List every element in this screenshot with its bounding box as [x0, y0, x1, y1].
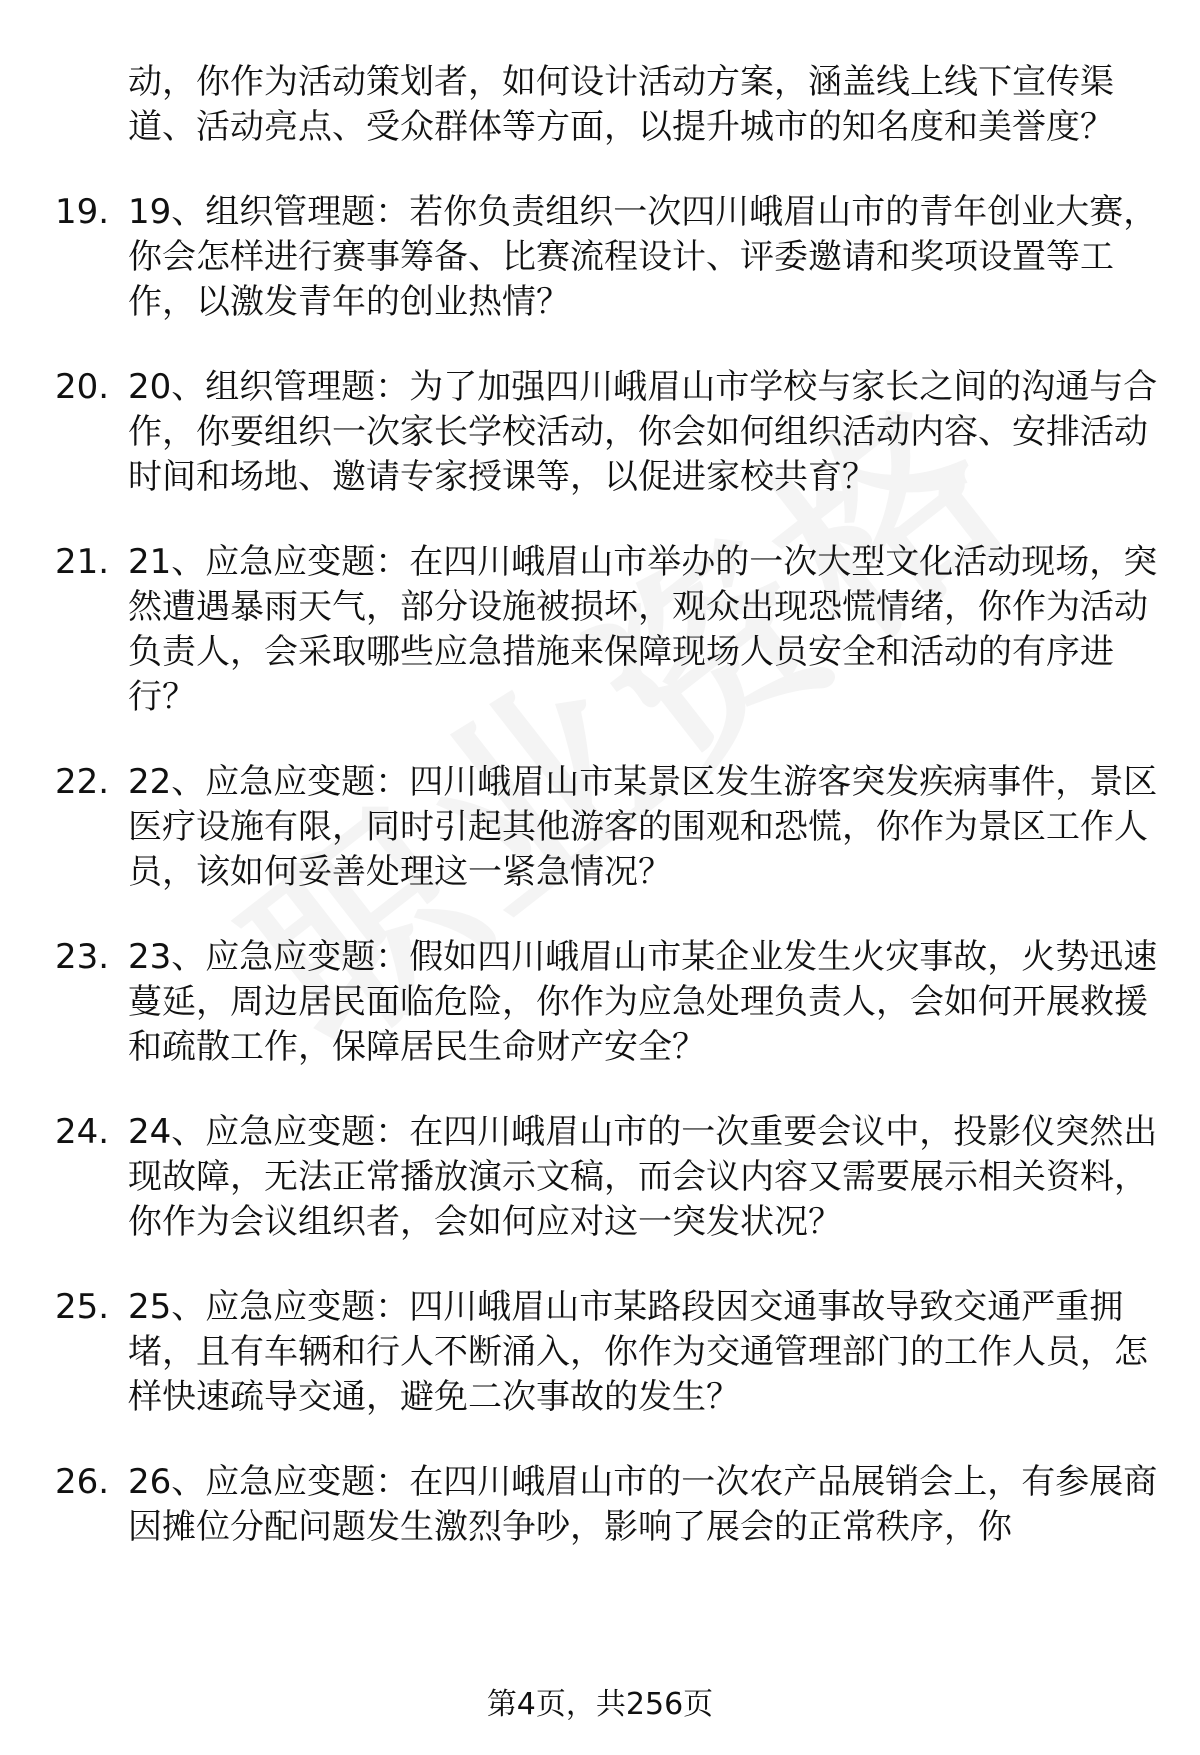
question-list — [0, 60, 1200, 1590]
list-item — [0, 190, 1200, 325]
list-item — [0, 1460, 1200, 1550]
item-text: 26、应急应变题：在四川峨眉山市的一次农产品展销会上，有参展商因摊位分配问题发生激烈争吵，影响了展会的正常秩序，你 — [128, 1462, 1158, 1547]
item-number: 23. — [55, 937, 110, 977]
item-text: 22、应急应变题：四川峨眉山市某景区发生游客突发疾病事件，景区医疗设施有限，同时引起其他游客的围观和恐慌，你作为景区工作人员，该如何妥善处理这一紧急情况？ — [128, 762, 1158, 892]
item-number: 25. — [55, 1287, 110, 1327]
list-item — [0, 540, 1200, 720]
item-text: 25、应急应变题：四川峨眉山市某路段因交通事故导致交通严重拥堵，且有车辆和行人不断涌入，你作为交通管理部门的工作人员，怎样快速疏导交通，避免二次事故的发生？ — [128, 1287, 1148, 1417]
item-text: 动，你作为活动策划者，如何设计活动方案，涵盖线上线下宣传渠道、活动亮点、受众群体等方面，以提升城市的知名度和美誉度？ — [128, 62, 1114, 147]
list-item — [0, 760, 1200, 895]
list-item — [0, 1110, 1200, 1245]
list-item — [0, 60, 1200, 150]
item-text: 19、组织管理题：若你负责组织一次四川峨眉山市的青年创业大赛，你会怎样进行赛事筹备、比赛流程设计、评委邀请和奖项设置等工作，以激发青年的创业热情？ — [128, 192, 1158, 322]
item-number: 19. — [55, 192, 110, 232]
item-text: 23、应急应变题：假如四川峨眉山市某企业发生火灾事故，火势迅速蔓延，周边居民面临危险，你作为应急处理负责人，会如何开展救援和疏散工作，保障居民生命财产安全？ — [128, 937, 1158, 1067]
list-item — [0, 935, 1200, 1070]
item-number: 22. — [55, 762, 110, 802]
item-number: 20. — [55, 367, 110, 407]
item-number: 24. — [55, 1112, 110, 1152]
item-text: 24、应急应变题：在四川峨眉山市的一次重要会议中，投影仪突然出现故障，无法正常播放演示文稿，而会议内容又需要展示相关资料，你作为会议组织者，会如何应对这一突发状况？ — [128, 1112, 1158, 1242]
item-number: 21. — [55, 542, 110, 582]
page-number: 第4页，共256页 — [486, 1687, 714, 1722]
item-number: 26. — [55, 1462, 110, 1502]
item-text: 21、应急应变题：在四川峨眉山市举办的一次大型文化活动现场，突然遭遇暴雨天气，部分设施被损坏，观众出现恐慌情绪，你作为活动负责人，会采取哪些应急措施来保障现场人员安全和活动的有序进行？ — [128, 542, 1158, 717]
list-item — [0, 1285, 1200, 1420]
list-item — [0, 365, 1200, 500]
item-text: 20、组织管理题：为了加强四川峨眉山市学校与家长之间的沟通与合作，你要组织一次家长学校活动，你会如何组织活动内容、安排活动时间和场地、邀请专家授课等，以促进家校共育？ — [128, 367, 1158, 497]
